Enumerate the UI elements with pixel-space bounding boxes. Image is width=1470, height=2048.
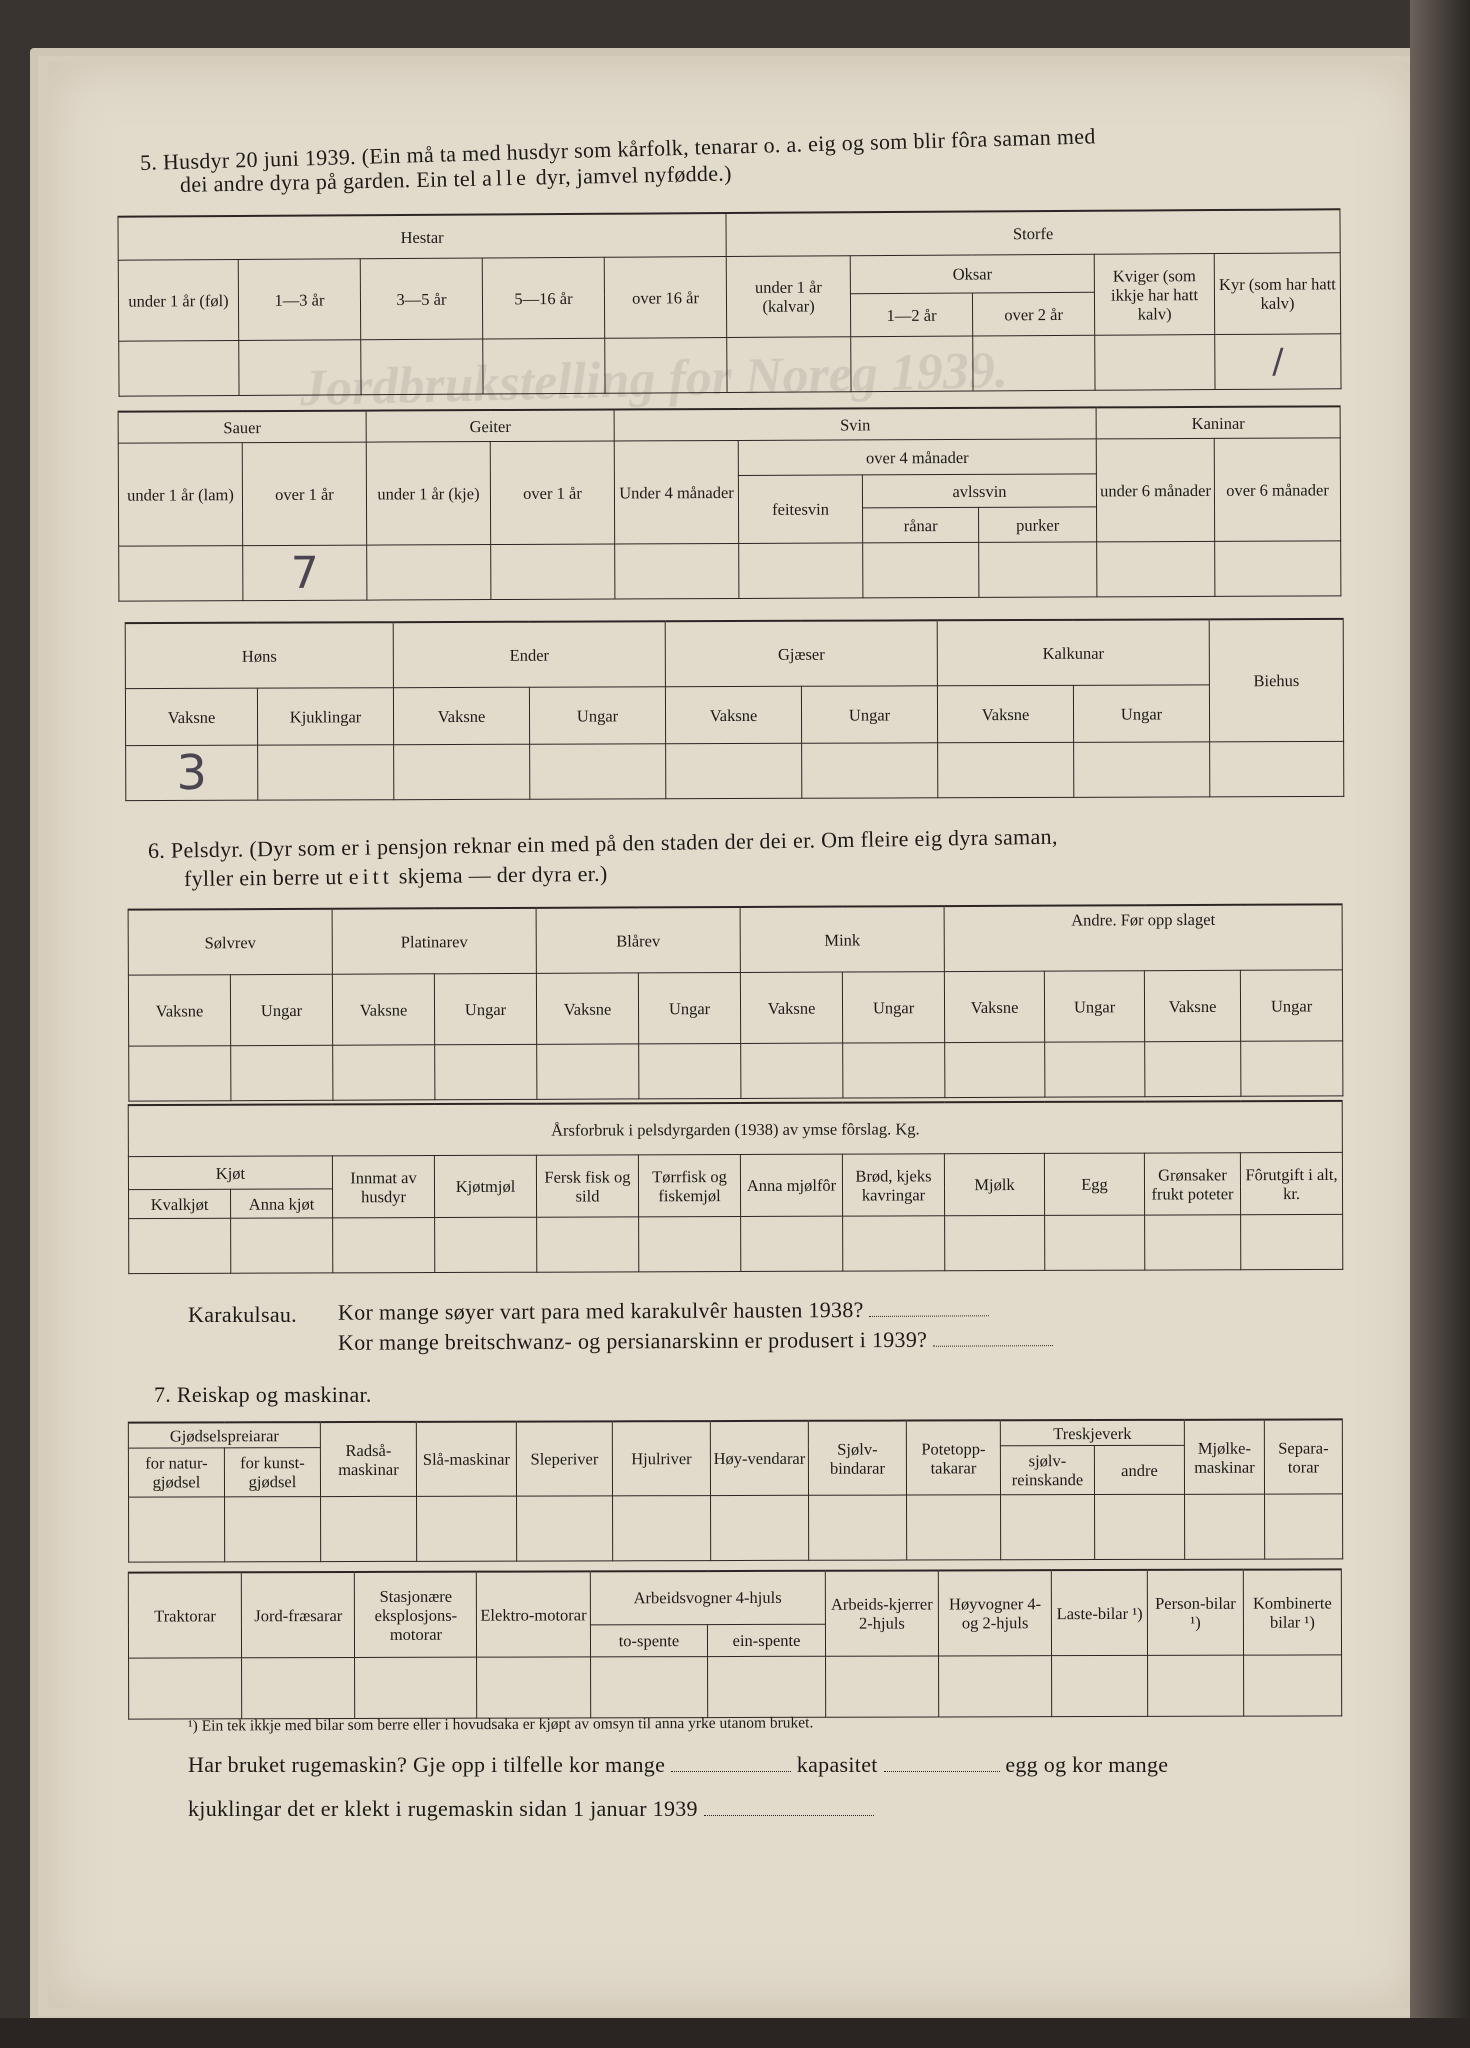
header-geiter-under1: under 1 år (kje) [366, 442, 490, 546]
header-kaninar-under6: under 6 månader [1096, 438, 1214, 542]
header-gjaeser: Gjæser [665, 620, 937, 686]
input-hest-1-3[interactable] [239, 340, 361, 396]
input-geiter-over1[interactable] [491, 544, 615, 600]
input-mjolk[interactable] [945, 1215, 1045, 1270]
header-hest-1-3: 1—3 år [238, 259, 360, 341]
header-andre-ungar-2: Ungar [1240, 970, 1342, 1041]
table-sauer-geiter-svin-kaninar [118, 405, 1342, 601]
input-oksar-1-2[interactable] [851, 336, 973, 392]
input-forutgift[interactable] [1241, 1214, 1343, 1269]
header-ender: Ender [393, 621, 665, 687]
header-avlssvin: avlssvin [862, 474, 1096, 508]
show-through-text: Jordbrukstelling for Noreg 1939. [299, 341, 1009, 418]
header-hest-5-16: 5—16 år [482, 257, 604, 339]
section5-note-alle: alle [481, 164, 531, 191]
table-reiskap-2 [128, 1568, 1342, 1719]
input-tospente[interactable] [590, 1657, 708, 1718]
rugemaskin-question-line1 [188, 1750, 1168, 1780]
header-platinarev: Platinarev [332, 908, 536, 974]
input-innmat[interactable] [333, 1218, 435, 1273]
header-einspente: ein-spente [708, 1624, 826, 1656]
header-radsa: Radså-maskinar [320, 1422, 416, 1497]
input-einspente[interactable] [708, 1656, 826, 1717]
input-kjotmjol[interactable] [435, 1217, 537, 1272]
header-torrfisk: Tørrfisk og fiskemjøl [638, 1154, 740, 1216]
section6-note-a: fyller ein berre ut [183, 864, 344, 891]
table-pelsdyr [128, 903, 1344, 1101]
section5-note-line2b: dyr, jamvel nyfødde.) [535, 160, 732, 190]
header-solvrev: Sølvrev [128, 909, 332, 975]
input-geiter-under1[interactable] [367, 545, 491, 601]
header-hest-3-5: 3—5 år [360, 258, 482, 340]
input-elektromotorar[interactable] [477, 1657, 590, 1718]
input-hest-3-5[interactable] [361, 339, 483, 395]
header-traktorar: Traktorar [128, 1572, 241, 1658]
input-andre-ungar-2[interactable] [1241, 1041, 1343, 1096]
karakul-label: Karakulsau. [188, 1302, 297, 1327]
karakul-question-2 [338, 1324, 1053, 1358]
header-kyr: Kyr (som har hatt kalv) [1214, 253, 1341, 335]
header-mink-vaksne: Vaksne [740, 972, 842, 1043]
header-stasjonaere-motorar: Stasjonære eksplosjons-motorar [355, 1572, 477, 1658]
header-geiter: Geiter [366, 410, 614, 443]
table-forbruk [128, 1100, 1344, 1274]
header-sauer-under1: under 1 år (lam) [118, 443, 242, 547]
section6-note-b: skjema — der dyra er.) [398, 860, 608, 889]
header-lastebilar: Laste-bilar ¹) [1052, 1570, 1148, 1656]
header-mink-ungar: Ungar [842, 972, 944, 1043]
input-hoyvendarar[interactable] [711, 1495, 809, 1560]
header-gjodsel-natur: for natur-gjødsel [128, 1448, 224, 1497]
header-treskjeverk-sjolvreinskande: sjølv-reinskande [1000, 1446, 1094, 1495]
header-andre-vaksne-1: Vaksne [944, 971, 1044, 1042]
rugemaskin-kapasitet-label: kapasitet [796, 1752, 878, 1777]
input-separatorar[interactable] [1265, 1494, 1343, 1559]
rugemaskin-kapasitet-answer[interactable] [884, 1771, 1000, 1772]
header-svin-under4: Under 4 månader [614, 440, 738, 544]
input-treskjeverk-andre[interactable] [1095, 1494, 1185, 1559]
header-oksar-1-2: 1—2 år [850, 293, 972, 336]
header-oksar: Oksar [850, 254, 1094, 294]
karakul-answer-1[interactable] [870, 1315, 990, 1317]
input-andre-ungar-1[interactable] [1045, 1042, 1145, 1097]
input-solvrev-vaksne[interactable] [129, 1046, 231, 1101]
header-arbeidskjerrer: Arbeids-kjerrer 2-hjuls [825, 1570, 938, 1656]
input-kaninar-under6[interactable] [1097, 541, 1215, 597]
header-andre-ungar-1: Ungar [1044, 971, 1144, 1042]
input-svin-under4[interactable] [615, 543, 739, 599]
header-andre: Andre. Før opp slaget [944, 904, 1342, 971]
header-gjaeser-vaksne: Vaksne [665, 686, 801, 743]
header-kvalkjot: Kvalkjøt [129, 1189, 231, 1218]
scan-edge-bottom [0, 2018, 1470, 2048]
input-gjodsel-natur[interactable] [129, 1497, 225, 1562]
input-andre-vaksne-2[interactable] [1145, 1041, 1241, 1096]
header-sauer-over1: over 1 år [242, 442, 366, 546]
karakul-question-1-text: Kor mange søyer vart para med karakulvêr hausten 1938? [337, 1296, 864, 1325]
header-platinarev-vaksne: Vaksne [332, 974, 434, 1045]
input-sjolvbindarar[interactable] [809, 1495, 907, 1560]
input-hest-5-16[interactable] [483, 338, 605, 394]
header-anna-kjot: Anna kjøt [231, 1189, 333, 1218]
header-svin: Svin [614, 407, 1096, 441]
header-hons-vaksne: Vaksne [125, 688, 257, 745]
input-kviger[interactable] [1095, 335, 1215, 391]
header-forutgift: Fôrutgift i alt, kr. [1240, 1152, 1342, 1214]
header-treskjeverk: Treskjeverk [1000, 1420, 1184, 1446]
header-hoyvogner: Høyvogner 4- og 2-hjuls [938, 1570, 1051, 1656]
input-hons-vaksne[interactable]: 3 [126, 745, 258, 800]
input-personbilar[interactable] [1148, 1655, 1244, 1716]
section7-heading [154, 1380, 372, 1410]
input-gjaeser-vaksne[interactable] [666, 743, 802, 798]
header-kalkunar-ungar: Ungar [1073, 685, 1209, 742]
header-biehus: Biehus [1209, 619, 1343, 742]
input-anna-mjolfor[interactable] [741, 1216, 843, 1271]
header-andre-vaksne-2: Vaksne [1144, 970, 1240, 1041]
scan-edge-right [1410, 0, 1470, 2048]
header-gjaeser-ungar: Ungar [801, 686, 937, 743]
input-hest-under1[interactable] [119, 340, 239, 396]
section5-number: 5. [139, 149, 158, 175]
header-svin-over4: over 4 månader [738, 439, 1096, 476]
header-egg: Egg [1044, 1153, 1144, 1215]
section5-note: (Ein må ta med husdyr som kårfolk, tenarar o. a. eig og som blir fôra saman med [361, 123, 1096, 169]
input-platinarev-vaksne[interactable] [333, 1045, 435, 1100]
header-hoyvendarar: Høy-vendarar [710, 1421, 808, 1496]
header-oksar-over2: over 2 år [972, 293, 1094, 336]
input-sauer-over1[interactable]: 7 [243, 545, 367, 601]
header-kjot: Kjøt [128, 1156, 332, 1190]
header-storfe-under1: under 1 år (kalvar) [726, 256, 850, 338]
header-gjodsel-kunst: for kunst-gjødsel [224, 1448, 320, 1497]
header-ender-vaksne: Vaksne [393, 687, 529, 744]
header-kombinerte-bilar: Kombinerte bilar ¹) [1243, 1569, 1341, 1655]
header-personbilar: Person-bilar ¹) [1147, 1570, 1243, 1656]
input-kaninar-over6[interactable] [1215, 541, 1341, 597]
header-kviger: Kviger (som ikkje har hatt kalv) [1094, 254, 1214, 336]
header-sjolvbindarar: Sjølv-bindarar [808, 1421, 906, 1496]
section5-title: Husdyr 20 juni 1939. [162, 143, 357, 175]
header-platinarev-ungar: Ungar [434, 973, 536, 1044]
input-gjaeser-ungar[interactable] [802, 743, 938, 798]
header-ender-ungar: Ungar [529, 687, 665, 744]
input-platinarev-ungar[interactable] [435, 1044, 537, 1099]
input-ender-vaksne[interactable] [394, 744, 530, 799]
section7-number: 7. [154, 1382, 172, 1407]
karakul-answer-2[interactable] [933, 1345, 1053, 1347]
header-hons-kjuklingar: Kjuklingar [257, 688, 393, 745]
input-fersk-fisk[interactable] [537, 1217, 639, 1272]
header-separatorar: Separa-torar [1264, 1419, 1342, 1494]
header-mjolk: Mjølk [944, 1153, 1044, 1215]
input-anna-kjot[interactable] [231, 1218, 333, 1273]
header-sleperiver: Sleperiver [516, 1421, 612, 1496]
header-kalkunar: Kalkunar [937, 619, 1209, 685]
input-mink-vaksne[interactable] [741, 1043, 843, 1098]
header-arbeidsvogner: Arbeidsvogner 4-hjuls [590, 1571, 825, 1625]
section6-number: 6. [147, 837, 166, 863]
input-biehus[interactable] [1210, 741, 1344, 796]
input-gronsaker[interactable] [1145, 1215, 1241, 1270]
header-solvrev-vaksne: Vaksne [128, 975, 230, 1046]
header-hestar: Hestar [118, 213, 726, 260]
header-blarev: Blårev [536, 907, 740, 973]
input-kombinerte-bilar[interactable] [1243, 1655, 1341, 1716]
header-solvrev-ungar: Ungar [230, 974, 332, 1045]
input-hoyvogner[interactable] [939, 1656, 1052, 1717]
input-jordfresarar[interactable] [242, 1657, 355, 1718]
input-gjodsel-kunst[interactable] [225, 1497, 321, 1562]
input-lastebilar[interactable] [1052, 1655, 1148, 1716]
input-blarev-vaksne[interactable] [537, 1044, 639, 1099]
input-traktorar[interactable] [129, 1658, 242, 1719]
input-mink-ungar[interactable] [843, 1043, 945, 1098]
header-innmat: Innmat av husdyr [332, 1156, 434, 1218]
karakul-question-1 [338, 1294, 990, 1327]
header-purker: purker [979, 507, 1097, 543]
header-ranar: rånar [863, 507, 979, 543]
input-egg[interactable] [1045, 1215, 1145, 1270]
header-kalkunar-vaksne: Vaksne [937, 685, 1073, 742]
table-hestar-storfe [117, 208, 1341, 396]
section5-note-line2a: dei andre dyra på garden. Ein tel [179, 165, 477, 197]
rugemaskin-antal-answer[interactable] [671, 1771, 791, 1772]
input-ender-ungar[interactable] [530, 744, 666, 799]
header-mink: Mink [740, 906, 944, 972]
input-kalkunar-ungar[interactable] [1074, 742, 1210, 797]
input-sla[interactable] [417, 1496, 517, 1561]
header-mjolkemaskinar: Mjølke-maskinar [1184, 1420, 1264, 1495]
rugemaskin-text-c: kjuklingar det er klekt i rugemaskin sidan 1 januar 1939 [188, 1796, 698, 1821]
header-elektromotorar: Elektro-motorar [477, 1571, 590, 1657]
forbruk-caption: Årsforbruk i pelsdyrgarden (1938) av ymse fôrslag. Kg. [128, 1101, 1342, 1157]
section6-title: Pelsdyr. (Dyr som er i pensjon reknar ein med på den staden der dei er. Om fleire eig dyra saman, [170, 823, 1058, 863]
header-anna-mjolfor: Anna mjølfôr [740, 1154, 842, 1216]
header-blarev-vaksne: Vaksne [536, 973, 638, 1044]
input-hest-over16[interactable] [605, 338, 727, 394]
input-torrfisk[interactable] [639, 1216, 741, 1271]
header-hest-over16: over 16 år [604, 257, 727, 339]
input-hjulriver[interactable] [613, 1496, 711, 1561]
input-hons-kjuklingar[interactable] [258, 745, 394, 800]
input-kalkunar-vaksne[interactable] [938, 742, 1074, 797]
header-blarev-ungar: Ungar [638, 972, 740, 1043]
input-oksar-over2[interactable] [973, 335, 1095, 391]
header-tospente: to-spente [590, 1624, 708, 1656]
header-hons: Høns [125, 622, 393, 688]
section6-note-eitt: eitt [348, 863, 394, 889]
input-mjolkemaskinar[interactable] [1185, 1494, 1265, 1559]
header-treskjeverk-andre: andre [1094, 1445, 1184, 1494]
table-reiskap-1 [128, 1418, 1343, 1562]
input-andre-vaksne-1[interactable] [945, 1042, 1045, 1097]
input-sleperiver[interactable] [517, 1496, 613, 1561]
footnote-bilar: ¹) Ein tek ikkje med bilar som berre eller i hovudsaka er kjøpt av omsyn til anna yrke utanom bruket. [187, 1714, 814, 1735]
input-kyr[interactable]: / [1215, 334, 1341, 390]
input-stasjonaere-motorar[interactable] [355, 1657, 477, 1718]
header-geiter-over1: over 1 år [490, 441, 614, 545]
input-feitesvin[interactable] [739, 543, 863, 599]
input-kvalkjot[interactable] [129, 1218, 231, 1273]
header-sauer: Sauer [118, 411, 366, 444]
header-sla: Slå-maskinar [416, 1422, 516, 1497]
rugemaskin-text-b: egg og kor mange [1005, 1752, 1169, 1777]
header-kjotmjol: Kjøtmjøl [434, 1155, 536, 1217]
header-gronsaker: Grønsaker frukt poteter [1144, 1153, 1240, 1215]
section6-heading-line2 [184, 859, 608, 894]
input-purker[interactable] [979, 542, 1097, 598]
rugemaskin-kjuklingar-answer[interactable] [704, 1815, 874, 1816]
input-ranar[interactable] [863, 542, 979, 598]
header-storfe: Storfe [726, 209, 1340, 256]
input-arbeidskjerrer[interactable] [825, 1656, 938, 1717]
input-storfe-under1[interactable] [727, 337, 851, 393]
input-blarev-ungar[interactable] [639, 1043, 741, 1098]
header-potetopptakarar: Potetopp-takarar [906, 1420, 1000, 1495]
header-fersk-fisk: Fersk fisk og sild [536, 1155, 638, 1217]
header-gjodsel: Gjødselspreiarar [128, 1422, 320, 1448]
section7-title: Reiskap og maskinar. [176, 1382, 372, 1407]
rugemaskin-question-line2 [188, 1794, 874, 1824]
header-hjulriver: Hjulriver [612, 1421, 710, 1496]
input-treskjeverk-sjolvreinskande[interactable] [1001, 1495, 1095, 1560]
header-feitesvin: feitesvin [738, 475, 862, 544]
table-fjorfe [125, 618, 1345, 801]
header-kaninar-over6: over 6 månader [1214, 438, 1340, 542]
karakul-question-2-text: Kor mange breitschwanz- og persianarskinn er produsert i 1939? [337, 1326, 928, 1355]
header-kaninar: Kaninar [1096, 406, 1340, 439]
input-potetopptakarar[interactable] [907, 1495, 1001, 1560]
header-brod: Brød, kjeks kavringar [842, 1154, 944, 1216]
rugemaskin-text-a: Har bruket rugemaskin? Gje opp i tilfelle kor mange [188, 1752, 666, 1777]
header-jordfresarar: Jord-fræsarar [242, 1572, 355, 1658]
input-solvrev-ungar[interactable] [231, 1045, 333, 1100]
input-sauer-under1[interactable] [119, 546, 243, 602]
header-hest-under1: under 1 år (føl) [118, 260, 238, 342]
input-brod[interactable] [843, 1216, 945, 1271]
input-radsa[interactable] [321, 1496, 417, 1561]
